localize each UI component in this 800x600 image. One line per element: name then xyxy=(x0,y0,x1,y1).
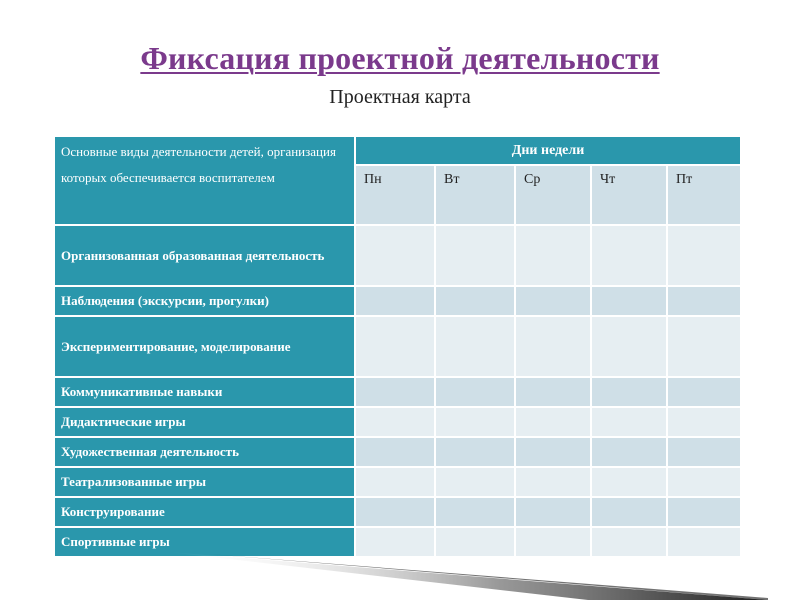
table-cell xyxy=(667,437,741,467)
table-cell xyxy=(435,286,515,316)
table-cell xyxy=(355,527,435,557)
header-day-wed: Ср xyxy=(515,165,591,225)
table-cell xyxy=(591,437,667,467)
table-cell xyxy=(355,377,435,407)
table-cell xyxy=(355,437,435,467)
table-cell xyxy=(591,225,667,286)
table-cell xyxy=(355,497,435,527)
header-day-mon: Пн xyxy=(355,165,435,225)
page-subtitle: Проектная карта xyxy=(329,86,471,108)
table-cell xyxy=(591,407,667,437)
table-cell xyxy=(515,316,591,377)
table-cell xyxy=(355,467,435,497)
header-days-title: Дни недели xyxy=(355,136,741,165)
decorative-shadow-wedge xyxy=(168,552,768,600)
row-label: Театрализованные игры xyxy=(54,467,355,497)
table-cell xyxy=(667,286,741,316)
table-header-row xyxy=(54,136,741,165)
table-cell xyxy=(355,225,435,286)
table-row xyxy=(54,225,741,286)
row-label: Спортивные игры xyxy=(54,527,355,557)
table-cell xyxy=(591,286,667,316)
table-cell xyxy=(435,437,515,467)
table-cell xyxy=(435,377,515,407)
table-cell xyxy=(515,497,591,527)
table-cell xyxy=(515,437,591,467)
row-label: Коммуникативные навыки xyxy=(54,377,355,407)
table-cell xyxy=(355,407,435,437)
table-cell xyxy=(435,497,515,527)
row-label: Организованная образованная деятельность xyxy=(54,225,355,286)
table-row xyxy=(54,467,741,497)
project-map-table xyxy=(53,135,742,558)
table-cell xyxy=(667,497,741,527)
row-label: Наблюдения (экскурсии, прогулки) xyxy=(54,286,355,316)
table-cell xyxy=(591,316,667,377)
table-cell xyxy=(515,377,591,407)
row-label: Дидактические игры xyxy=(54,407,355,437)
table-cell xyxy=(435,225,515,286)
header-day-fri: Пт xyxy=(667,165,741,225)
table-cell xyxy=(355,316,435,377)
table-cell xyxy=(667,225,741,286)
table-row xyxy=(54,286,741,316)
header-day-thu: Чт xyxy=(591,165,667,225)
table-cell xyxy=(515,407,591,437)
row-label: Художественная деятельность xyxy=(54,437,355,467)
table-cell xyxy=(591,497,667,527)
table-cell xyxy=(591,467,667,497)
table-cell xyxy=(591,377,667,407)
table-row xyxy=(54,316,741,377)
table-cell xyxy=(591,527,667,557)
table-row xyxy=(54,497,741,527)
table-cell xyxy=(667,467,741,497)
table-row xyxy=(54,377,741,407)
table-cell xyxy=(667,527,741,557)
table-cell xyxy=(515,286,591,316)
row-label: Экспериментирование, моделирование xyxy=(54,316,355,377)
table-cell xyxy=(667,316,741,377)
table-cell xyxy=(435,527,515,557)
table-cell xyxy=(667,377,741,407)
table-cell xyxy=(435,467,515,497)
table-cell xyxy=(515,527,591,557)
table-row xyxy=(54,407,741,437)
table-cell xyxy=(515,467,591,497)
table-cell xyxy=(435,407,515,437)
table-row xyxy=(54,527,741,557)
table-row xyxy=(54,437,741,467)
table-cell xyxy=(355,286,435,316)
header-day-tue: Вт xyxy=(435,165,515,225)
row-label: Конструирование xyxy=(54,497,355,527)
page-title: Фиксация проектной деятельности xyxy=(140,40,660,76)
table-cell xyxy=(515,225,591,286)
table-cell xyxy=(667,407,741,437)
header-category: Основные виды деятельности детей, организация которых обеспечивается воспитателем xyxy=(54,136,355,225)
table-cell xyxy=(435,316,515,377)
